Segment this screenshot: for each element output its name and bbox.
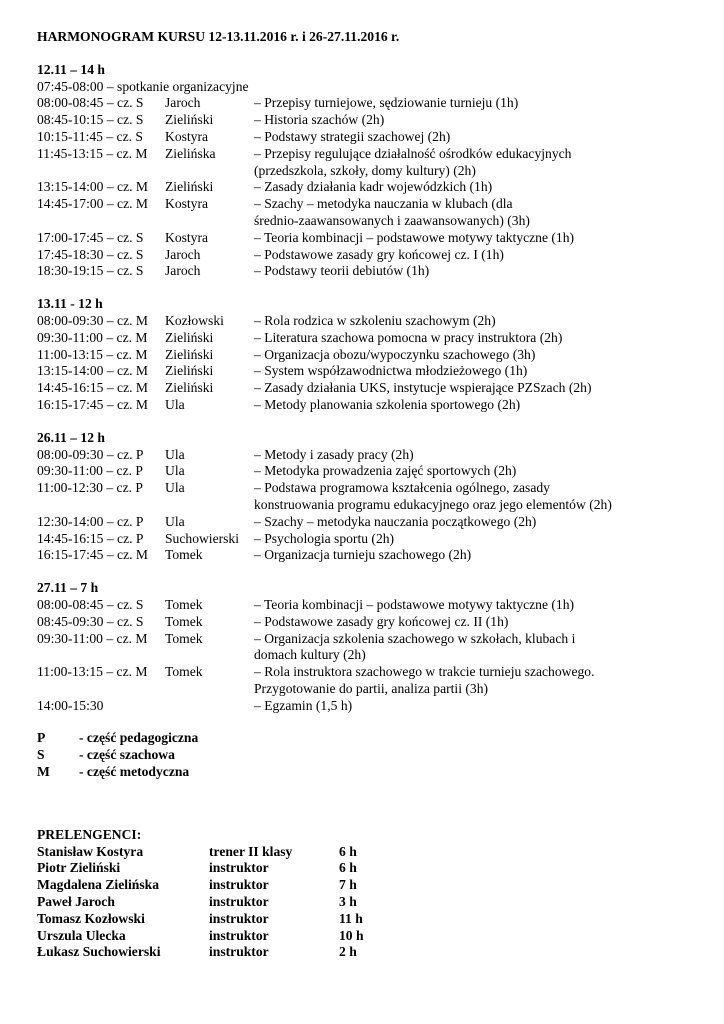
row-lecturer: Tomek: [165, 547, 203, 563]
schedule-section: [37, 580, 724, 714]
topic-line: – Metody planowania szkolenia sportowego (2h): [254, 396, 521, 412]
lecturers-block: [37, 827, 724, 961]
row-topic: [254, 363, 674, 380]
legend-item: [37, 764, 724, 781]
schedule-row: [37, 514, 724, 531]
row-time-part: 08:00-09:30 – cz. P: [37, 446, 144, 462]
section-heading: 27.11 – 7 h: [37, 580, 99, 596]
row-time-part: 14:45-17:00 – cz. M: [37, 196, 149, 212]
row-lecturer: Ula: [165, 463, 185, 479]
topic-line: – Podstawy teorii debiutów (1h): [254, 263, 430, 279]
row-topic: [254, 597, 674, 614]
topic-line: – Przepisy regulujące działalność ośrodków edukacyjnych: [254, 145, 572, 161]
document-title: HARMONOGRAM KURSU 12-13.11.2016 r. i 26-27.11.2016 r.: [37, 29, 400, 44]
legend-item: [37, 747, 724, 764]
topic-line: konstruowania programu edukacyjnego oraz jego elementów (2h): [254, 496, 612, 512]
topic-line: – Szachy – metodyka nauczania początkowego (2h): [254, 513, 537, 529]
row-topic: [254, 664, 674, 698]
topic-line: (przedszkola, szkoły, domy kultury) (2h): [254, 162, 476, 178]
row-topic: [254, 463, 674, 480]
row-lecturer: Zieliński: [165, 112, 214, 128]
topic-line: – Literatura szachowa pomocna w pracy instruktora (2h): [254, 329, 563, 345]
topic-line: – Metodyka prowadzenia zajęć sportowych (2h): [254, 463, 517, 479]
topic-line: – Podstawowe zasady gry końcowej cz. I (1h): [254, 246, 504, 262]
topic-line: – Organizacja turnieju szachowego (2h): [254, 547, 472, 563]
schedule-row: [37, 129, 724, 146]
row-time-part: 08:00-08:45 – cz. S: [37, 596, 144, 612]
schedule-row: [37, 631, 724, 665]
row-time-part: 16:15-17:45 – cz. M: [37, 396, 149, 412]
section-heading: 13.11 - 12 h: [37, 296, 103, 312]
row-time-part: 17:00-17:45 – cz. S: [37, 229, 144, 245]
topic-line: – Organizacja szkolenia szachowego w szkołach, klubach i: [254, 630, 576, 646]
row-time-part: 08:45-10:15 – cz. S: [37, 112, 144, 128]
row-time-part: 16:15-17:45 – cz. M: [37, 547, 149, 563]
row-topic: [254, 531, 674, 548]
legend-label: - część metodyczna: [79, 764, 190, 780]
row-time-part: 14:45-16:15 – cz. P: [37, 530, 144, 546]
topic-line: – Podstawowe zasady gry końcowej cz. II (1h): [254, 613, 509, 629]
lecturer-role: instruktor: [209, 860, 269, 876]
lecturer-row: [37, 944, 724, 961]
lecturer-name: Tomasz Kozłowski: [37, 910, 145, 926]
row-topic: [254, 480, 674, 514]
topic-line: – Historia szachów (2h): [254, 112, 385, 128]
schedule-row: [37, 698, 724, 715]
schedule-row: [37, 347, 724, 364]
lecturer-hours: 6 h: [339, 843, 357, 859]
lecturer-row: [37, 877, 724, 894]
topic-line: – Psychologia sportu (2h): [254, 530, 395, 546]
topic-line: – Zasady działania kadr wojewódzkich (1h): [254, 179, 493, 195]
schedule: [37, 62, 724, 715]
legend-label: - część pedagogiczna: [79, 730, 199, 746]
row-lecturer: Suchowierski: [165, 530, 240, 546]
schedule-row: [37, 330, 724, 347]
row-topic: [254, 230, 674, 247]
schedule-row: [37, 397, 724, 414]
schedule-row: [37, 112, 724, 129]
row-time-part: 11:00-13:15 – cz. M: [37, 664, 148, 680]
row-topic: [254, 698, 674, 715]
row-lecturer: Ula: [165, 396, 185, 412]
topic-line: – Rola instruktora szachowego w trakcie turnieju szachowego.: [254, 664, 595, 680]
row-lecturer: Zieliński: [165, 329, 214, 345]
row-topic: [254, 614, 674, 631]
schedule-row: [37, 531, 724, 548]
lecturer-role: instruktor: [209, 894, 269, 910]
schedule-section: [37, 430, 724, 564]
row-lecturer: Jaroch: [165, 263, 201, 279]
row-time-part: 08:00-08:45 – cz. S: [37, 95, 144, 111]
lecturer-name: Magdalena Zielińska: [37, 877, 159, 893]
topic-line: – Egzamin (1,5 h): [254, 697, 353, 713]
schedule-row: [37, 313, 724, 330]
schedule-row: [37, 597, 724, 614]
schedule-row: [37, 363, 724, 380]
schedule-row: [37, 480, 724, 514]
schedule-row: [37, 146, 724, 180]
topic-line: – Przepisy turniejowe, sędziowanie turnieju (1h): [254, 95, 519, 111]
row-topic: [254, 179, 674, 196]
topic-line: domach kultury (2h): [254, 647, 366, 663]
row-lecturer: Kostyra: [165, 128, 209, 144]
legend-key: P: [37, 730, 46, 746]
row-lecturer: Kozłowski: [165, 312, 224, 328]
section-heading: 26.11 – 12 h: [37, 429, 105, 445]
row-lecturer: Tomek: [165, 613, 203, 629]
lecturer-hours: 11 h: [339, 910, 363, 926]
lecturer-name: Urszula Ulecka: [37, 927, 126, 943]
row-topic: [254, 247, 674, 264]
row-topic: [254, 347, 674, 364]
lecturer-name: Łukasz Suchowierski: [37, 944, 161, 960]
row-time-part: 17:45-18:30 – cz. S: [37, 246, 144, 262]
row-time-part: 13:15-14:00 – cz. M: [37, 179, 149, 195]
row-topic: [254, 95, 674, 112]
legend-key: S: [37, 747, 45, 763]
row-lecturer: Jaroch: [165, 95, 201, 111]
row-time-part: 10:15-11:45 – cz. S: [37, 128, 143, 144]
row-time-part: 08:45-09:30 – cz. S: [37, 613, 144, 629]
row-topic: [254, 263, 674, 280]
row-topic: [254, 196, 674, 230]
legend-item: [37, 730, 724, 747]
row-topic: [254, 313, 674, 330]
lecturer-hours: 2 h: [339, 944, 357, 960]
schedule-row: [37, 447, 724, 464]
lecturer-row: [37, 894, 724, 911]
schedule-row: [37, 463, 724, 480]
row-lecturer: Zielińska: [165, 145, 216, 161]
topic-line: – Metody i zasady pracy (2h): [254, 446, 414, 462]
lecturer-role: instruktor: [209, 910, 269, 926]
schedule-section: [37, 62, 724, 280]
row-lecturer: Ula: [165, 513, 185, 529]
lecturer-hours: 6 h: [339, 860, 357, 876]
row-lecturer: Kostyra: [165, 229, 209, 245]
row-time-part: 18:30-19:15 – cz. S: [37, 263, 144, 279]
row-lecturer: Jaroch: [165, 246, 201, 262]
row-time-part: 14:00-15:30: [37, 697, 104, 713]
row-topic: [254, 330, 674, 347]
lecturers-heading: PRELENGENCI:: [37, 826, 142, 842]
lecturer-row: [37, 860, 724, 877]
legend-label: - część szachowa: [79, 747, 175, 763]
row-time-part: 11:00-12:30 – cz. P: [37, 480, 143, 496]
row-topic: [254, 129, 674, 146]
topic-line: – Organizacja obozu/wypoczynku szachowego (3h): [254, 346, 536, 362]
row-text: 07:45-08:00 – spotkanie organizacyjne: [37, 78, 249, 94]
topic-line: średnio-zaawansowanych i zaawansowanych) (3h): [254, 212, 530, 228]
row-lecturer: Zieliński: [165, 380, 214, 396]
row-time-part: 11:45-13:15 – cz. M: [37, 145, 148, 161]
schedule-row: [37, 263, 724, 280]
topic-line: – System współzawodnictwa młodzieżowego (1h): [254, 363, 528, 379]
row-time-part: 13:15-14:00 – cz. M: [37, 363, 149, 379]
schedule-row: [37, 79, 724, 96]
row-lecturer: Zieliński: [165, 346, 214, 362]
schedule-row: [37, 179, 724, 196]
row-topic: [254, 146, 674, 180]
row-topic: [254, 547, 674, 564]
topic-line: – Zasady działania UKS, instytucje wspierające PZSzach (2h): [254, 380, 592, 396]
lecturer-role: instruktor: [209, 927, 269, 943]
schedule-row: [37, 547, 724, 564]
row-lecturer: Ula: [165, 446, 185, 462]
lecturer-role: instruktor: [209, 877, 269, 893]
row-lecturer: Zieliński: [165, 179, 214, 195]
schedule-row: [37, 95, 724, 112]
topic-line: – Rola rodzica w szkoleniu szachowym (2h): [254, 312, 496, 328]
schedule-row: [37, 196, 724, 230]
row-topic: [254, 514, 674, 531]
topic-line: – Szachy – metodyka nauczania w klubach (dla: [254, 196, 513, 212]
lecturer-row: [37, 844, 724, 861]
section-heading: 12.11 – 14 h: [37, 61, 105, 77]
lecturer-hours: 7 h: [339, 877, 357, 893]
row-lecturer: Kostyra: [165, 196, 209, 212]
schedule-row: [37, 230, 724, 247]
lecturer-row: [37, 911, 724, 928]
row-topic: [254, 631, 674, 665]
row-lecturer: Tomek: [165, 630, 203, 646]
topic-line: Przygotowanie do partii, analiza partii (3h): [254, 680, 489, 696]
row-topic: [254, 380, 674, 397]
legend: [37, 730, 724, 780]
row-topic: [254, 112, 674, 129]
row-time-part: 09:30-11:00 – cz. M: [37, 630, 148, 646]
row-lecturer: Tomek: [165, 664, 203, 680]
lecturer-role: trener II klasy: [209, 843, 293, 859]
schedule-row: [37, 247, 724, 264]
row-time-part: 09:30-11:00 – cz. M: [37, 329, 148, 345]
lecturer-role: instruktor: [209, 944, 269, 960]
lecturer-name: Paweł Jaroch: [37, 894, 115, 910]
lecturer-hours: 10 h: [339, 927, 364, 943]
row-time-part: 14:45-16:15 – cz. M: [37, 380, 149, 396]
row-topic: [254, 447, 674, 464]
topic-line: – Podstawy strategii szachowej (2h): [254, 128, 451, 144]
lecturer-name: Stanisław Kostyra: [37, 843, 144, 859]
lecturer-row: [37, 928, 724, 945]
topic-line: – Podstawa programowa kształcenia ogólnego, zasady: [254, 480, 550, 496]
schedule-row: [37, 664, 724, 698]
row-time-part: 12:30-14:00 – cz. P: [37, 513, 144, 529]
schedule-section: [37, 296, 724, 414]
schedule-row: [37, 380, 724, 397]
row-lecturer: Zieliński: [165, 363, 214, 379]
row-lecturer: Tomek: [165, 596, 203, 612]
legend-key: M: [37, 764, 50, 780]
row-lecturer: Ula: [165, 480, 185, 496]
row-time-part: 08:00-09:30 – cz. M: [37, 312, 149, 328]
row-topic: [254, 397, 674, 414]
row-time-part: 09:30-11:00 – cz. P: [37, 463, 143, 479]
lecturer-hours: 3 h: [339, 894, 357, 910]
topic-line: – Teoria kombinacji – podstawowe motywy taktyczne (1h): [254, 596, 575, 612]
schedule-row: [37, 614, 724, 631]
lecturer-name: Piotr Zieliński: [37, 860, 121, 876]
lecturer-list: [37, 844, 724, 962]
topic-line: – Teoria kombinacji – podstawowe motywy taktyczne (1h): [254, 229, 575, 245]
row-time-part: 11:00-13:15 – cz. M: [37, 346, 148, 362]
